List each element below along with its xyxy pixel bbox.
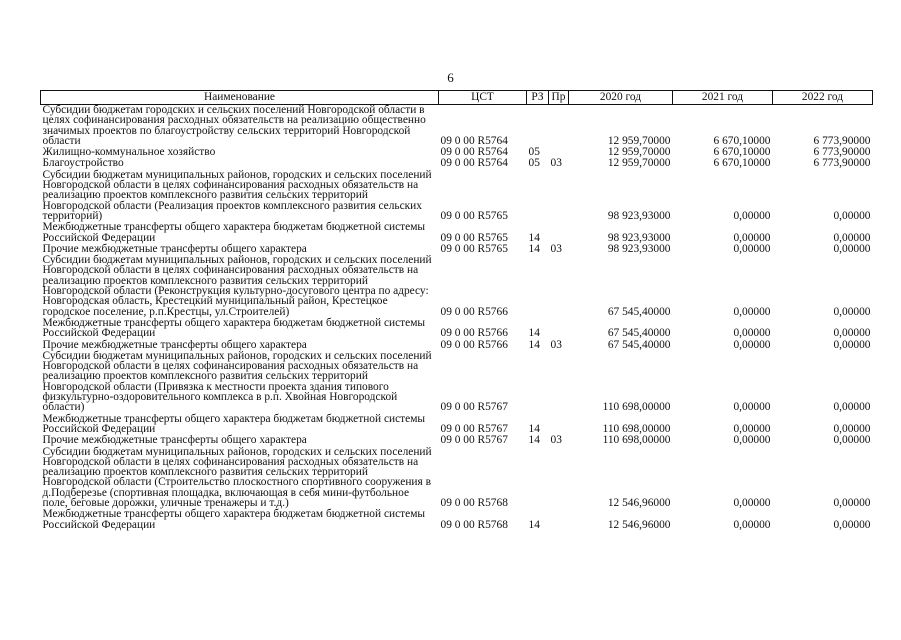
row-cst: 09 0 00 R5764	[440, 134, 508, 147]
row-amount-2021: 6 670,10000	[713, 157, 771, 170]
row-name: Межбюджетные трансферты общего характера бюджетам бюджетной системы Российской Федерации	[42, 412, 426, 435]
row-name: Межбюджетные трансферты общего характера бюджетам бюджетной системы Российской Федерации	[42, 508, 426, 531]
header-name: Наименование	[41, 91, 439, 105]
row-amount-2021: 0,00000	[733, 209, 771, 222]
row-pr	[549, 105, 569, 148]
header-year-2021: 2021 год	[673, 91, 773, 105]
row-name: Субсидии бюджетам муниципальных районов, городских и сельских поселений Новгородской области в целях софинансирования расходных обязательств на реализацию проектов комплексного развития сельских территорий Новгородской области (Привязка к местности проекта здания типового физкультурно-оздоровительного комплекса в р.п. Хвойная Новгородской области)	[42, 349, 432, 414]
table-row	[41, 351, 873, 414]
row-pr: 03	[550, 242, 562, 255]
header-year-2020: 2020 год	[569, 91, 673, 105]
table-row	[41, 447, 873, 510]
row-amount-2020: 67 545,40000	[607, 327, 671, 340]
row-amount-2020: 67 545,40000	[607, 305, 671, 318]
row-name: Субсидии бюджетам городских и сельских поселений Новгородской области в целях софинансирования расходных обязательств на реализацию общественно значимых проектов по благоустройству сельских территорий Новгородской области	[42, 104, 426, 147]
row-cst: 09 0 00 R5765	[440, 209, 508, 222]
row-amount-2020: 110 698,00000	[602, 401, 671, 414]
row-amount-2021: 0,00000	[733, 434, 771, 447]
row-cst: 09 0 00 R5768	[440, 496, 508, 509]
row-amount-2022: 0,00000	[833, 242, 871, 255]
row-rz: 14	[528, 422, 540, 435]
row-rz: 14	[528, 338, 540, 351]
row-amount-2020: 12 959,70000	[607, 134, 671, 147]
row-pr	[549, 170, 569, 222]
row-pr	[549, 222, 569, 244]
row-amount-2022: 0,00000	[833, 231, 871, 244]
row-cst: 09 0 00 R5766	[440, 338, 508, 351]
header-cst: ЦСТ	[439, 91, 527, 105]
row-amount-2022: 0,00000	[833, 305, 871, 318]
row-rz	[527, 351, 549, 414]
row-cst: 09 0 00 R5768	[440, 518, 508, 531]
table-row	[41, 435, 873, 446]
row-pr	[549, 414, 569, 436]
row-amount-2020: 98 923,93000	[607, 209, 671, 222]
row-cst: 09 0 00 R5767	[440, 422, 508, 435]
row-rz: 05	[528, 157, 540, 170]
row-amount-2022: 0,00000	[833, 401, 871, 414]
row-name: Прочие межбюджетные трансферты общего характера	[42, 434, 307, 447]
row-cst: 09 0 00 R5765	[440, 231, 508, 244]
row-name: Благоустройство	[42, 157, 124, 170]
row-amount-2021: 0,00000	[733, 422, 771, 435]
row-amount-2020: 12 546,96000	[607, 496, 671, 509]
table-header	[41, 91, 873, 105]
row-amount-2020: 110 698,00000	[602, 434, 671, 447]
row-amount-2021: 6 670,10000	[713, 134, 771, 147]
row-rz	[527, 170, 549, 222]
table-row	[41, 318, 873, 340]
row-cst: 09 0 00 R5764	[440, 157, 508, 170]
budget-table	[40, 90, 873, 531]
row-name: Субсидии бюджетам муниципальных районов, городских и сельских поселений Новгородской области в целях софинансирования расходных обязательств на реализацию проектов комплексного развития сельских территорий Новгородской области (Реконструкция культурно-досугового центра по адресу: Новгородская область, Крестецкий муниципальный район, Крестецкое городское поселение, р.п.Крестцы, ул.Строителей)	[42, 254, 432, 318]
row-amount-2021: 0,00000	[733, 496, 771, 509]
row-amount-2022: 0,00000	[833, 327, 871, 340]
row-amount-2020: 12 959,70000	[607, 146, 671, 159]
row-amount-2022: 6 773,90000	[813, 134, 871, 147]
row-cst: 09 0 00 R5766	[440, 305, 508, 318]
row-rz: 14	[528, 231, 540, 244]
row-pr	[549, 255, 569, 318]
row-amount-2021: 0,00000	[733, 231, 771, 244]
row-pr: 03	[550, 157, 562, 170]
row-pr	[549, 318, 569, 340]
table-row	[41, 414, 873, 436]
row-amount-2021: 0,00000	[733, 242, 771, 255]
row-amount-2021: 0,00000	[733, 305, 771, 318]
row-rz	[527, 255, 549, 318]
row-amount-2020: 67 545,40000	[607, 338, 671, 351]
row-amount-2022: 0,00000	[833, 338, 871, 351]
row-name: Жилищно-коммунальное хозяйство	[42, 146, 216, 159]
row-cst: 09 0 00 R5766	[440, 327, 508, 340]
row-amount-2022: 0,00000	[833, 209, 871, 222]
row-name: Прочие межбюджетные трансферты общего характера	[42, 338, 307, 351]
row-name: Прочие межбюджетные трансферты общего характера	[42, 242, 307, 255]
table-row	[41, 170, 873, 222]
row-amount-2022: 6 773,90000	[813, 146, 871, 159]
row-pr: 03	[550, 338, 562, 351]
row-amount-2021: 0,00000	[733, 327, 771, 340]
row-amount-2022: 0,00000	[833, 434, 871, 447]
page-number: 6	[447, 70, 454, 85]
table-row	[41, 509, 873, 531]
row-amount-2022: 0,00000	[833, 422, 871, 435]
row-cst: 09 0 00 R5767	[440, 434, 508, 447]
header-pr: Пр	[549, 91, 569, 105]
row-rz: 14	[528, 327, 540, 340]
row-cst: 09 0 00 R5767	[440, 401, 508, 414]
row-amount-2021: 0,00000	[733, 338, 771, 351]
row-amount-2021: 0,00000	[733, 401, 771, 414]
row-rz: 14	[528, 518, 540, 531]
table-row	[41, 222, 873, 244]
row-cst: 09 0 00 R5765	[440, 242, 508, 255]
row-name: Межбюджетные трансферты общего характера бюджетам бюджетной системы Российской Федерации	[42, 316, 426, 340]
row-amount-2021: 6 670,10000	[713, 146, 771, 159]
row-cst: 09 0 00 R5764	[440, 146, 508, 159]
row-rz	[527, 105, 549, 148]
row-amount-2022: 0,00000	[833, 518, 871, 531]
row-amount-2020: 110 698,00000	[602, 422, 671, 435]
row-amount-2020: 98 923,93000	[607, 242, 671, 255]
row-amount-2022: 6 773,90000	[813, 157, 871, 170]
row-amount-2020: 12 546,96000	[607, 518, 671, 531]
row-rz: 05	[528, 146, 540, 159]
header-rz: РЗ	[527, 91, 549, 105]
row-pr	[549, 447, 569, 510]
row-amount-2020: 12 959,70000	[607, 157, 671, 170]
row-pr	[549, 509, 569, 531]
row-name: Субсидии бюджетам муниципальных районов, городских и сельских поселений Новгородской области в целях софинансирования расходных обязательств на реализацию проектов комплексного развития сельских территорий Новгородской области (Строительство плоскостного спортивного сооружения в д.Подберезье (спортивная площадка, включающая в себя мини-футбольное поле, беговые дорожки, уличные тренажеры и т.д.)	[42, 445, 432, 509]
row-rz: 14	[528, 242, 540, 255]
row-amount-2020: 98 923,93000	[607, 231, 671, 244]
header-year-2022: 2022 год	[773, 91, 873, 105]
row-rz: 14	[528, 434, 540, 447]
row-rz	[527, 447, 549, 510]
table-row	[41, 105, 873, 148]
row-pr	[549, 351, 569, 414]
table-body	[41, 105, 873, 531]
row-amount-2021: 0,00000	[733, 518, 771, 531]
row-pr: 03	[550, 434, 562, 447]
row-amount-2022: 0,00000	[833, 496, 871, 509]
row-name: Межбюджетные трансферты общего характера бюджетам бюджетной системы Российской Федерации	[42, 221, 426, 244]
table-row	[41, 255, 873, 318]
row-name: Субсидии бюджетам муниципальных районов, городских и сельских поселений Новгородской области в целях софинансирования расходных обязательств на реализацию проектов комплексного развития сельских территорий Новгородской области (Реализация проектов комплексного развития сельских территорий)	[42, 168, 432, 222]
